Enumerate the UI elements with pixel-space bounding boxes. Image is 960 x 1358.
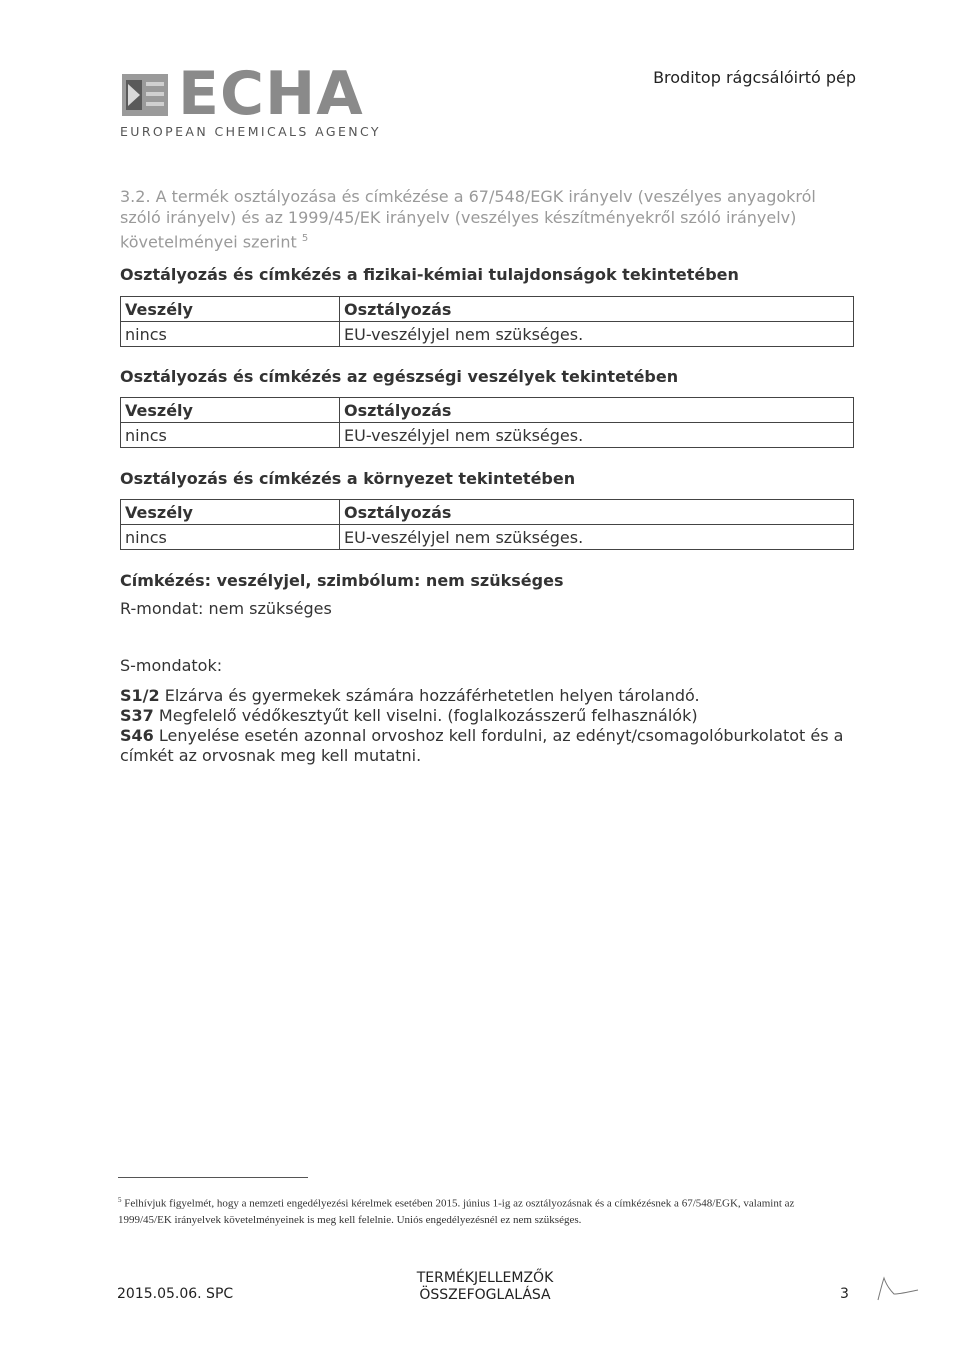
- hazard-value: nincs: [121, 322, 340, 347]
- footnote: [118, 1192, 818, 1228]
- page-number: 3: [840, 1286, 849, 1302]
- footer-doc-title-line2: ÖSSZEFOGLALÁSA: [419, 1287, 551, 1303]
- footer-date-code: 2015.05.06. SPC: [117, 1286, 234, 1302]
- r-phrase-line: R-mondat: nem szükséges: [120, 599, 332, 618]
- logo-wordmark: ECHA: [178, 59, 364, 129]
- s-phrase-text: Megfelelő védőkesztyűt kell viselni. (foglalkozásszerű felhasználók): [158, 706, 698, 725]
- col-header-hazard: Veszély: [121, 500, 340, 525]
- footer-doc-title-line1: TERMÉKJELLEMZŐK: [416, 1270, 554, 1286]
- col-header-hazard: Veszély: [121, 398, 340, 423]
- logo-subtitle: EUROPEAN CHEMICALS AGENCY: [120, 124, 381, 139]
- s-phrase-text: Elzárva és gyermekek számára hozzáférhetetlen helyen tárolandó.: [164, 686, 700, 705]
- health-table: [120, 397, 854, 448]
- physchem-table: [120, 296, 854, 347]
- environment-heading: Osztályozás és címkézés a környezet tekintetében: [120, 469, 576, 488]
- physchem-heading: Osztályozás és címkézés a fizikai-kémiai tulajdonságok tekintetében: [120, 265, 739, 284]
- footer-doc-title: [415, 1270, 555, 1304]
- s-phrase-text: Lenyelése esetén azonnal orvoshoz kell fordulni, az edényt/csomagolóburkolatot és a címkét az orvosnak meg kell mutatni.: [120, 726, 844, 765]
- footnote-text: Felhívjuk figyelmét, hogy a nemzeti engedélyezési kérelmek esetében 2015. június 1-ig az osztályozásnak és a címkézésnek a 67/548/EGK, valamint az 1999/45/EK irányelvek követelményeinek is meg kell felelnie. Uniós engedélyezésnél ez nem szükséges.: [118, 1197, 795, 1226]
- table-header-row: [121, 398, 854, 423]
- hazard-value: nincs: [121, 525, 340, 550]
- product-name: Broditop rágcsálóirtó pép: [653, 68, 856, 87]
- s-phrases-heading: S-mondatok:: [120, 656, 223, 675]
- classification-value: EU-veszélyjel nem szükséges.: [340, 525, 854, 550]
- health-heading: Osztályozás és címkézés az egészségi veszélyek tekintetében: [120, 367, 679, 386]
- footnote-divider: [118, 1177, 308, 1178]
- s-phrases-list: [120, 686, 850, 766]
- list-item: [120, 706, 850, 726]
- table-row: [121, 322, 854, 347]
- labelling-symbol-line: Címkézés: veszélyjel, szimbólum: nem szükséges: [120, 571, 564, 590]
- classification-value: EU-veszélyjel nem szükséges.: [340, 322, 854, 347]
- table-header-row: [121, 500, 854, 525]
- list-item: [120, 726, 850, 766]
- echa-logo: [120, 59, 400, 142]
- list-item: [120, 686, 850, 706]
- handwritten-initials-icon: [870, 1272, 920, 1302]
- section-title: 3.2. A termék osztályozása és címkézése a 67/548/EGK irányelv (veszélyes anyagokról szóló irányelv) és az 1999/45/EK irányelv (veszélyes készítményekről szóló irányelv) követelményei szerint: [120, 187, 816, 252]
- col-header-classification: Osztályozás: [340, 297, 854, 322]
- hazard-value: nincs: [121, 423, 340, 448]
- s-phrase-code: S1/2: [120, 686, 160, 705]
- col-header-classification: Osztályozás: [340, 500, 854, 525]
- s-phrase-code: S46: [120, 726, 154, 745]
- s-phrase-code: S37: [120, 706, 154, 725]
- footnote-number: 5: [118, 1196, 122, 1204]
- section-heading: [120, 186, 840, 252]
- table-row: [121, 525, 854, 550]
- table-header-row: [121, 297, 854, 322]
- environment-table: [120, 499, 854, 550]
- table-row: [121, 423, 854, 448]
- col-header-hazard: Veszély: [121, 297, 340, 322]
- col-header-classification: Osztályozás: [340, 398, 854, 423]
- classification-value: EU-veszélyjel nem szükséges.: [340, 423, 854, 448]
- footnote-ref: 5: [301, 233, 309, 244]
- echa-flag-icon: [122, 70, 170, 118]
